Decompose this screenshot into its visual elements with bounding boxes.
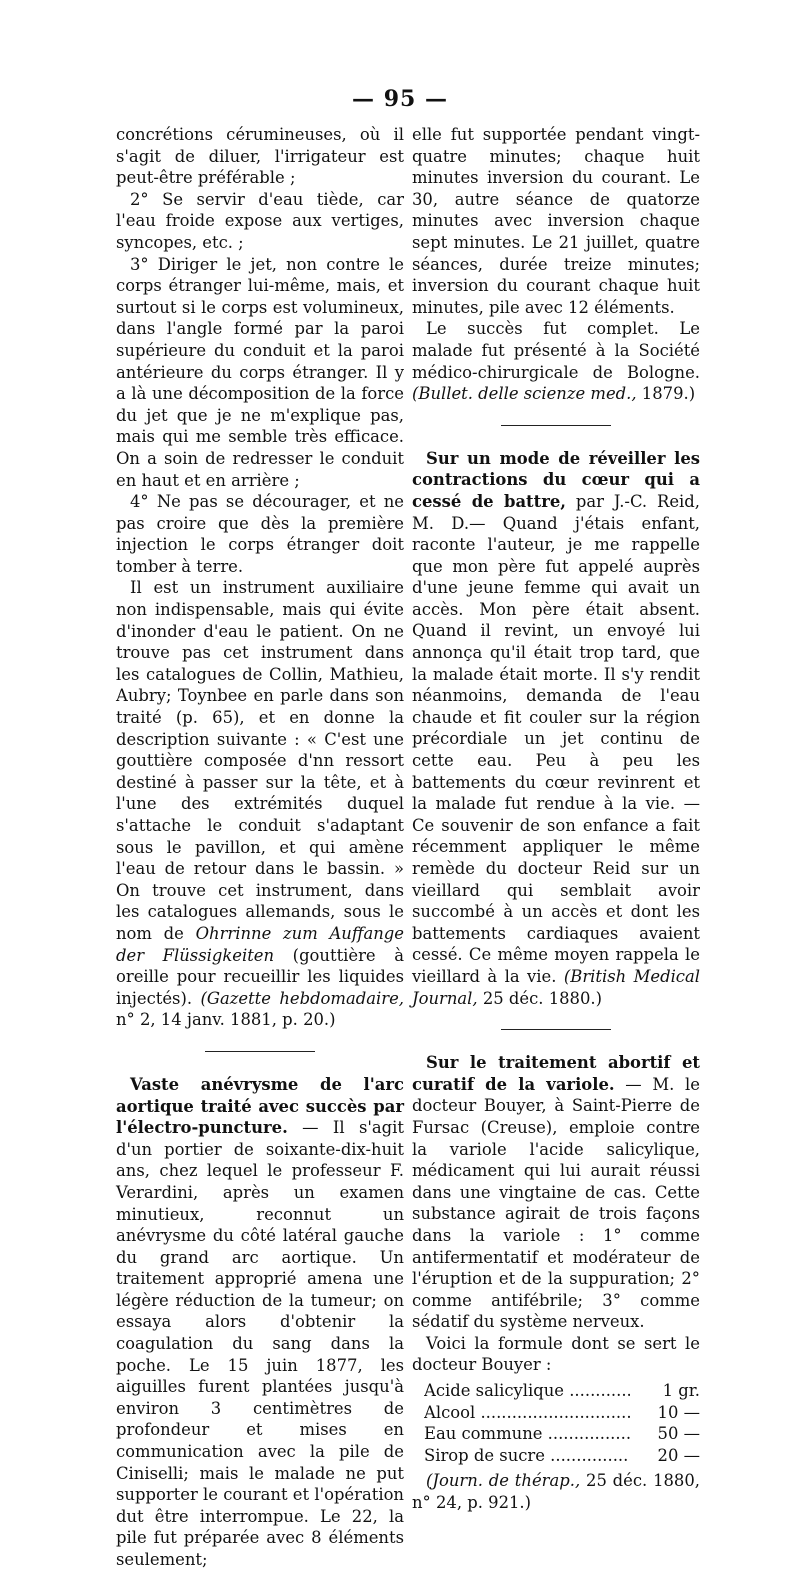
aneurysm-article-body: — Il s'agit d'un portier de soixante-dix-huit ans, chez lequel le professeur F. Verardini, après un examen minutieux, reconnut un anévrysme du côté latéral gauche du grand arc aortique. Un traitement approprié amena une légère réduction de la tumeur; on essaya alors d'obtenir la coagulation du sang dans la poche. Le 15 juin 1877, les aiguilles furent plantées jusqu'à environ 3 centimètres de profondeur et mises en communication avec la pile de Ciniselli; mais le malade ne put supporter le courant et l'opération dut être interrompue. Le 22, la pile fut préparée avec 8 éléments seulement;	[116, 1118, 404, 1569]
aneurysm-article	[116, 1074, 404, 1571]
recipe-row	[424, 1445, 700, 1467]
instrument-translation: (gouttière à oreille pour recueillir les liquides injectés).	[116, 945, 404, 1008]
recipe-ingredient: Acide salicylique .....	[424, 1380, 630, 1402]
section-divider	[501, 1029, 611, 1030]
recipe-quantity: 1 gr.	[662, 1381, 700, 1401]
left-paragraph-3: 3° Diriger le jet, non contre le corps étranger lui-même, mais, et surtout si le corps est volumineux, dans l'angle formé par la paroi supérieure du conduit et la paroi antérieure du corps étranger. Il y a là une décomposition de la force du jet que je ne m'explique pas, mais qui me semble très efficace. On a soin de redresser le conduit en haut et en arrière ;	[116, 254, 404, 490]
gazette-reference: n° 2, 14 janv. 1881, p. 20.)	[116, 1010, 336, 1030]
heart-article-body: par J.-C. Reid, M. D.— Quand j'étais enfant, raconte l'auteur, je me rappelle que mon père fut appelé auprès d'une jeune femme qui avait un accès. Mon père était absent. Quand il revint, un envoyé lui annonça qu'il était trop tard, que la malade était morte. Il s'y rendit néanmoins, demanda de l'eau chaude et fit couler sur la région précordiale un jet continu de cette eau. Peu à peu les battements du cœur revinrent et la malade fut rendue à la vie. — Ce souvenir de son enfance a fait récemment appliquer le même remède du docteur Reid sur un vieillard qui semblait avoir succombé à un accès et dont les battements cardiaques avaient cessé. Ce même moyen rappela le vieillard à la vie.	[412, 491, 700, 986]
recipe-quantity: 20 —	[657, 1445, 700, 1465]
instrument-german-name: Ohrrinne zum Auffange der Flüssigkeiten	[116, 923, 404, 965]
right-paragraph-1: elle fut supportée pendant vingt-quatre minutes; chaque huit minutes inversion du courant. Le 30, autre séance de quatorze minutes avec inversion chaque sept minutes. Le 21 juillet, quatre séances, durée treize minutes; inversion du courant chaque huit minutes, pile avec 12 éléments.	[412, 125, 700, 317]
variola-article	[412, 1052, 700, 1333]
heart-article-title: Sur un mode de réveiller les contractions du cœur qui a cessé de battre,	[412, 448, 700, 511]
recipe-quantity: 50 —	[657, 1424, 700, 1444]
right-paragraph-2	[412, 318, 700, 404]
variola-article-title: Sur le traitement abortif et curatif de la variole.	[412, 1053, 700, 1094]
recipe-row	[424, 1380, 700, 1402]
bulletin-source: (Bullet. delle scienze med.,	[412, 384, 637, 404]
aneurysm-article-title: Vaste anévrysme de l'arc aortique traité avec succès par l'électro-puncture.	[116, 1074, 404, 1138]
journal-reference: 25 déc. 1880, n° 24, p. 921.)	[412, 1471, 701, 1513]
left-column	[116, 124, 404, 1571]
heart-article	[412, 448, 700, 1009]
section-divider	[501, 425, 611, 426]
bulletin-year: 1879.)	[641, 384, 696, 404]
journal-source: (Journ. de thérap.,	[426, 1471, 581, 1491]
final-reference	[412, 1470, 700, 1513]
gazette-source: (Gazette hebdomadaire,	[200, 988, 404, 1008]
recipe-list	[424, 1380, 700, 1466]
left-paragraph-5	[116, 577, 404, 1030]
left-paragraph-1: concrétions cérumineuses, où il s'agit de diluer, l'irrigateur est peut-être préférable ;	[116, 125, 404, 188]
recipe-quantity: 10 —	[657, 1402, 700, 1422]
variola-article-body: — M. le docteur Bouyer, à Saint-Pierre de Fursac (Creuse), emploie contre la variole l'acide salicylique, médicament qui lui aurait réussi dans une vingtaine de cas. Cette substance agirait de trois façons dans la variole : 1° comme antifermentatif et modérateur de l'éruption et de la suppuration; 2° comme antifébrile; 3° comme sédatif du système nerveux.	[412, 1074, 701, 1332]
recipe-row	[424, 1423, 700, 1445]
page-number: — 95 —	[352, 86, 448, 112]
right-column	[412, 124, 700, 1514]
bmj-source: (British Medical Journal,	[412, 966, 701, 1008]
left-paragraph-4: 4° Ne pas se décourager, et ne pas croire que dès la première injection le corps étranger doit tomber à terre.	[116, 492, 404, 576]
recipe-ingredient: Alcool .....	[424, 1402, 630, 1424]
section-divider	[205, 1051, 315, 1052]
bmj-date: 25 déc. 1880.)	[482, 988, 603, 1008]
instrument-text: Il est un instrument auxiliaire non indispensable, mais qui évite d'inonder d'eau le patient. On ne trouve pas cet instrument dans les catalogues de Collin, Mathieu, Aubry; Toynbee en parle dans son traité (p. 65), et en donne la description suivante : « C'est une gouttière composée d'nn ressort destiné à passer sur la tête, et à l'une des extrémités duquel s'attache le conduit s'adaptant sous le pavillon, et qui amène l'eau de retour dans le bassin. » On trouve cet instrument, dans les catalogues allemands, sous le nom de	[116, 578, 404, 943]
success-text: Le succès fut complet. Le malade fut présenté à la Société médico-chirurgicale de Bologne.	[412, 319, 700, 382]
formula-intro: Voici la formule dont se sert le docteur Bouyer :	[412, 1333, 700, 1375]
recipe-ingredient: Sirop de sucre .....	[424, 1445, 630, 1467]
recipe-ingredient: Eau commune .....	[424, 1423, 630, 1445]
left-paragraph-2: 2° Se servir d'eau tiède, car l'eau froide expose aux vertiges, syncopes, etc. ;	[116, 189, 404, 252]
recipe-row	[424, 1402, 700, 1424]
